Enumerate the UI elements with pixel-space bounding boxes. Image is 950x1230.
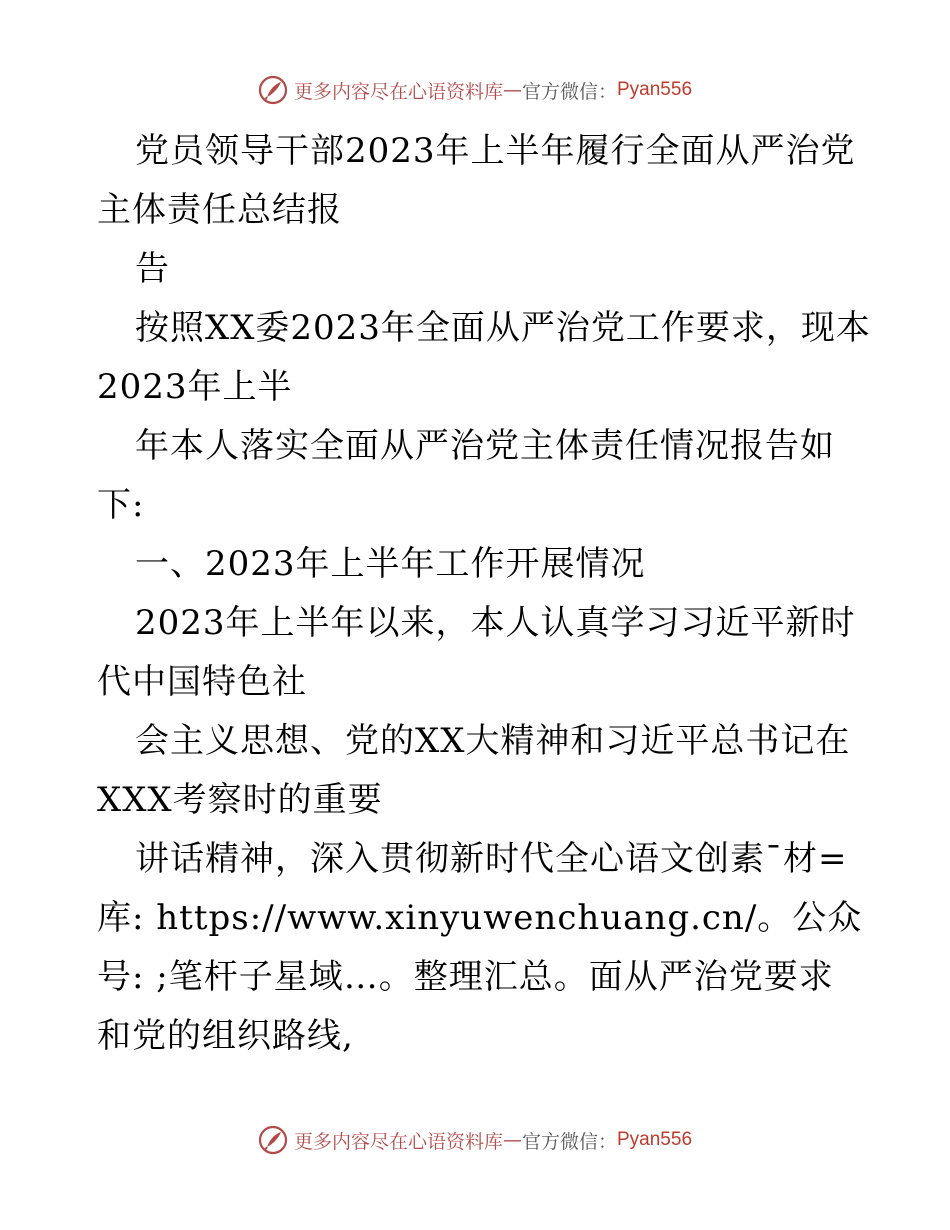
- banner-brand-text: 更多内容尽在心语资料库: [293, 80, 503, 103]
- document-text-line: 主体责任总结报: [97, 190, 342, 230]
- footer-watermark-banner: [0, 1122, 950, 1158]
- banner-wechat-label: 官方微信：: [521, 1130, 617, 1153]
- document-text-line: 代中国特色社: [97, 662, 307, 702]
- banner-wechat-label: 官方微信：: [521, 80, 617, 103]
- document-text-line: 下:: [97, 485, 145, 525]
- feather-pen-logo-icon: [258, 1125, 288, 1155]
- feather-pen-logo-icon: [258, 75, 288, 105]
- banner-brand-text: 更多内容尽在心语资料库: [293, 1130, 503, 1153]
- banner-wechat-id: Pyan556: [617, 1129, 693, 1150]
- banner-separator: —: [502, 79, 522, 101]
- document-text-line: 一、2023年上半年工作开展情况: [135, 544, 646, 584]
- banner-separator: —: [502, 1129, 522, 1151]
- banner-wechat-id: Pyan556: [617, 79, 693, 100]
- document-text-line: XXX考察时的重要: [97, 780, 383, 820]
- header-watermark-banner: [0, 72, 950, 108]
- document-text-line: 2023年上半年以来，本人认真学习习近平新时: [135, 603, 856, 643]
- document-text-line: 年本人落实全面从严治党主体责任情况报告如: [135, 426, 835, 466]
- document-text-line: 党员领导干部2023年上半年履行全面从严治党: [135, 131, 856, 171]
- document-text-line: 库: https://www.xinyuwenchuang.cn/。公众: [97, 898, 863, 938]
- document-text-line: 讲话精神，深入贯彻新时代全心语文创素¯材=: [135, 839, 848, 879]
- document-text-line: 2023年上半: [97, 367, 293, 407]
- document-text-line: 告: [135, 249, 170, 289]
- document-text-line: 和党的组织路线,: [97, 1016, 354, 1056]
- document-text-line: 按照XX委2023年全面从严治党工作要求，现本: [135, 308, 871, 348]
- document-text-line: 号: ;笔杆子星域…。整理汇总。面从严治党要求: [97, 957, 834, 997]
- document-text-line: 会主义思想、党的XX大精神和习近平总书记在: [135, 721, 851, 761]
- document-body: [97, 122, 877, 1066]
